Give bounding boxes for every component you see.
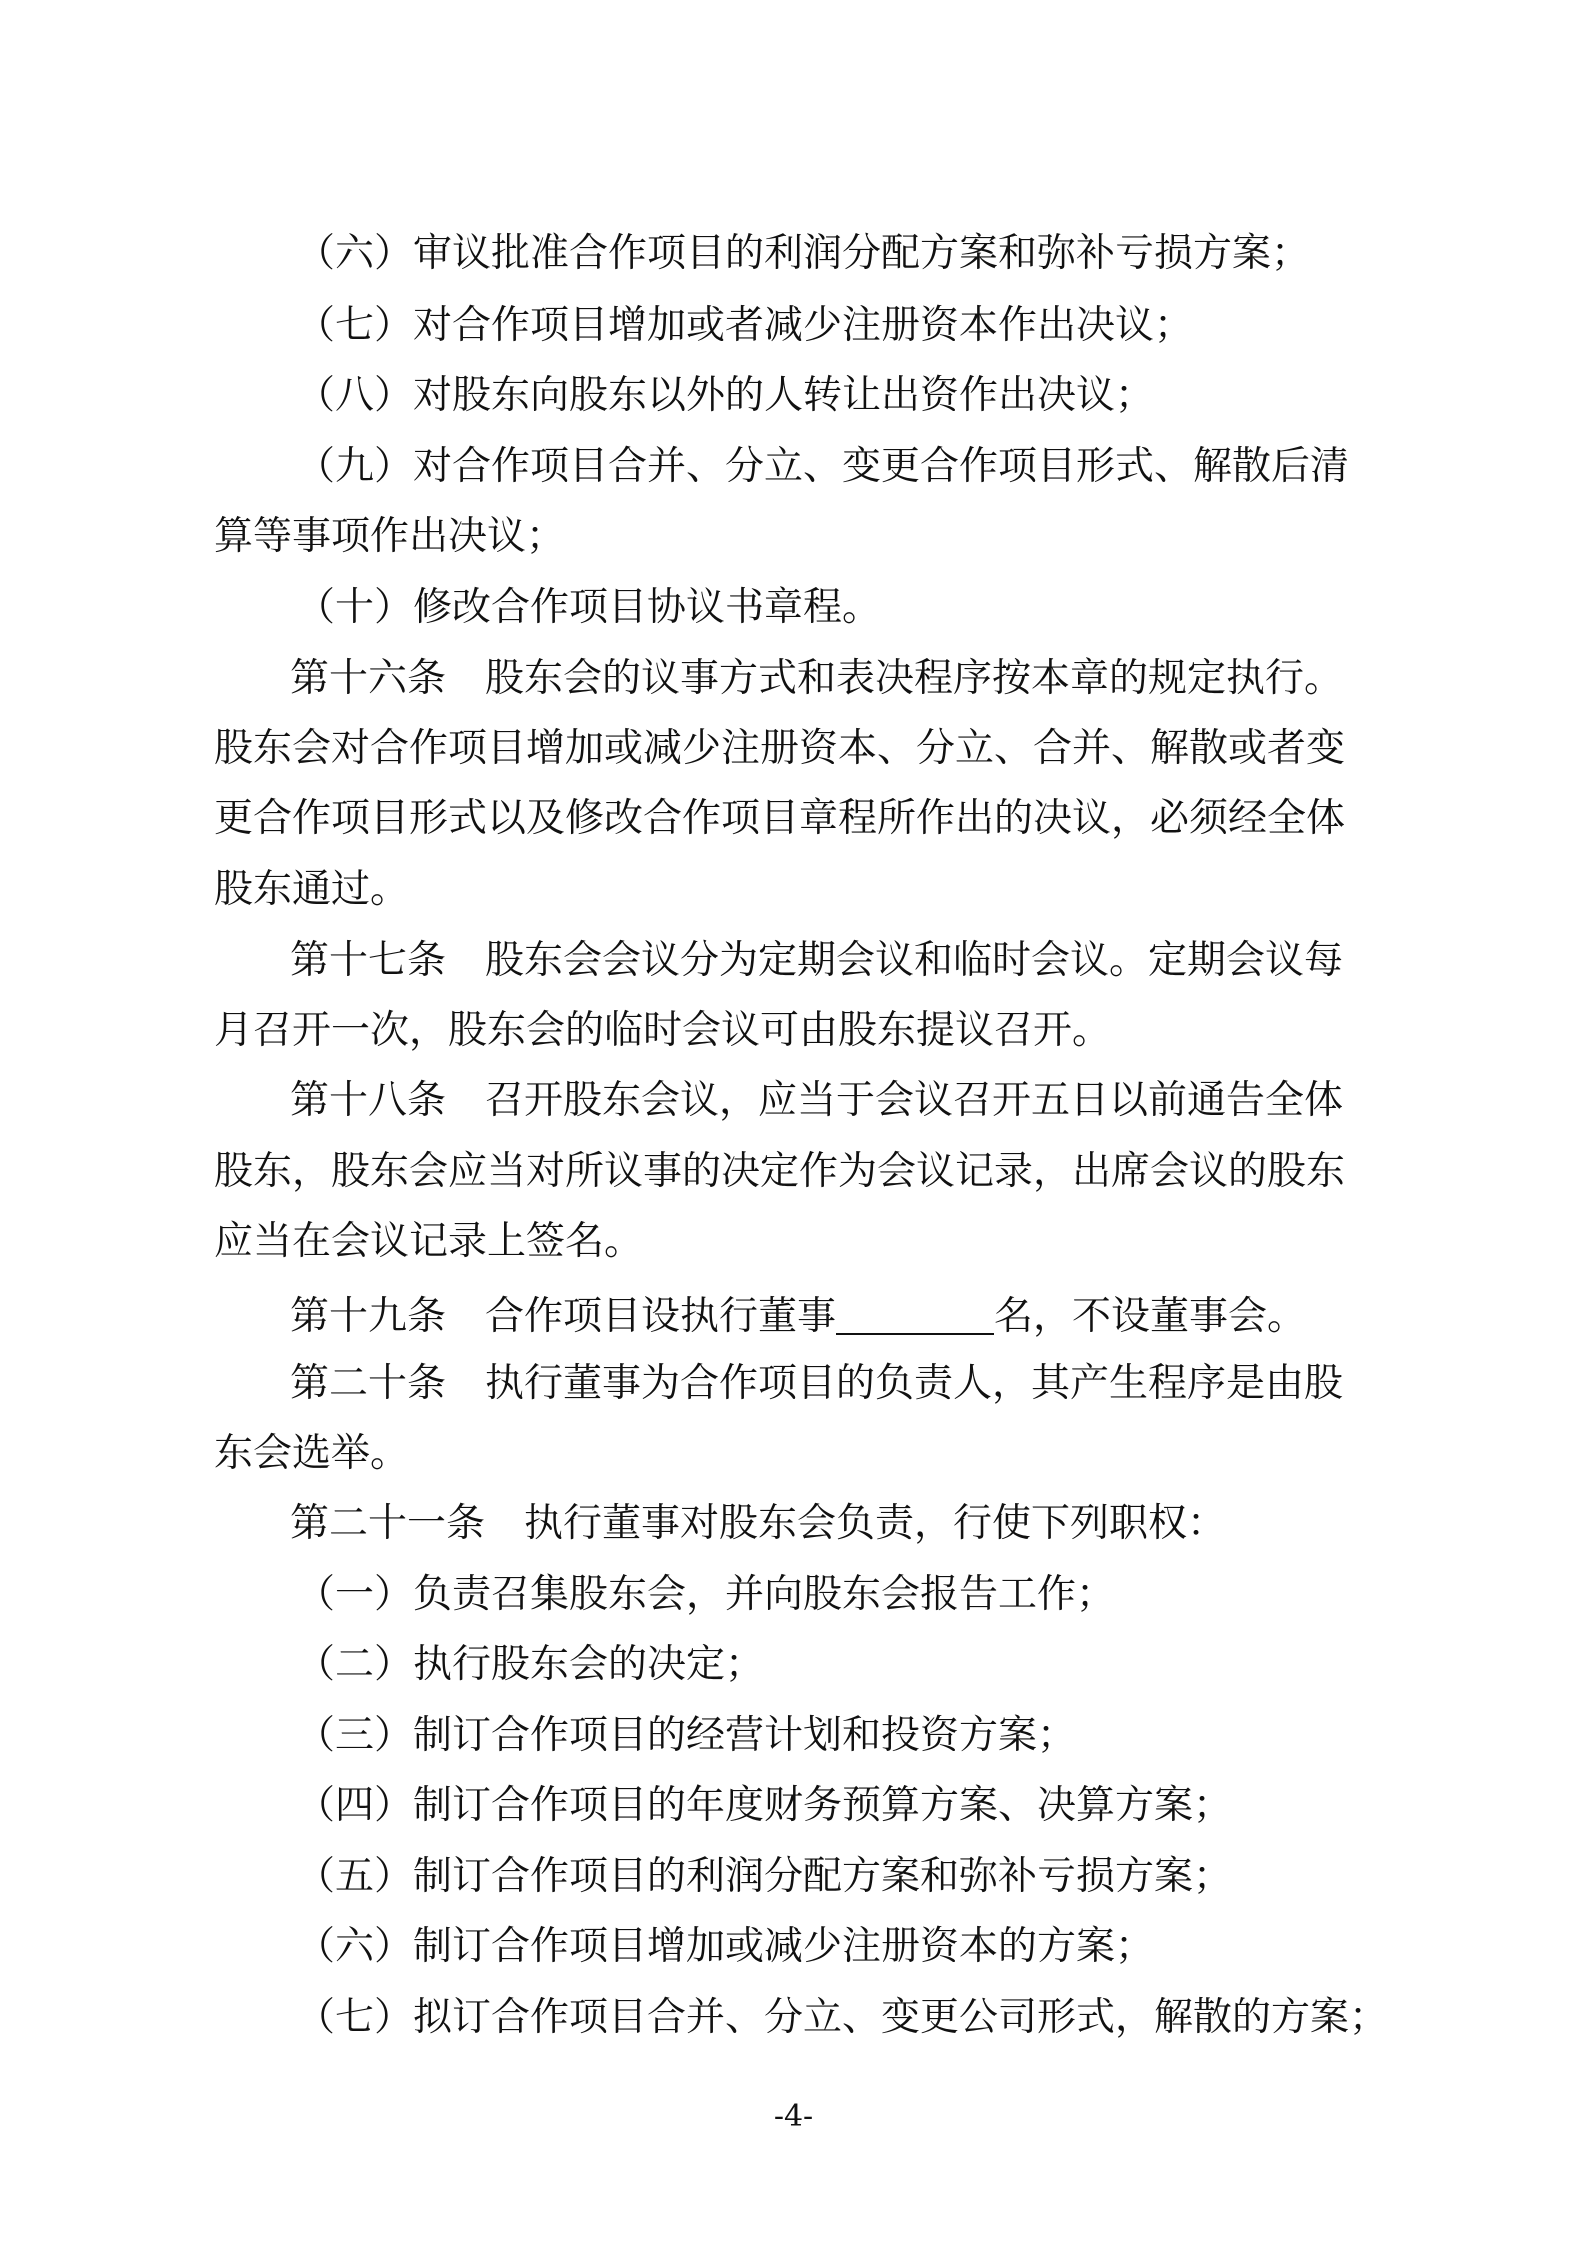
paragraph-line: （一）负责召集股东会，并向股东会报告工作；: [296, 1572, 1116, 1617]
page-number: -4-: [773, 2099, 814, 2134]
paragraph-line: 股东，股东会应当对所议事的决定作为会议记录，出席会议的股东: [214, 1149, 1346, 1194]
paragraph-line: （八）对股东向股东以外的人转让出资作出决议；: [296, 373, 1155, 418]
paragraph-line: （七）拟订合作项目合并、分立、变更公司形式，解散的方案；: [296, 1995, 1389, 2040]
paragraph-line: 更合作项目形式以及修改合作项目章程所作出的决议，必须经全体: [214, 796, 1346, 841]
paragraph-line: 股东通过。: [214, 867, 410, 912]
paragraph-text: 第十九条 合作项目设执行董事: [290, 1294, 837, 1339]
paragraph-line: （六）制订合作项目增加或减少注册资本的方案；: [296, 1924, 1155, 1969]
article-heading-line: 第二十条 执行董事为合作项目的负责人，其产生程序是由股: [290, 1361, 1344, 1406]
paragraph-line: 股东会对合作项目增加或减少注册资本、分立、合并、解散或者变: [214, 726, 1346, 771]
paragraph-line: 月召开一次，股东会的临时会议可由股东提议召开。: [214, 1008, 1112, 1053]
paragraph-line: （五）制订合作项目的利润分配方案和弥补亏损方案；: [296, 1854, 1233, 1899]
paragraph-line: （九）对合作项目合并、分立、变更合作项目形式、解散后清: [296, 444, 1350, 489]
article-heading-line: 第二十一条 执行董事对股东会负责，行使下列职权：: [290, 1501, 1227, 1546]
article-heading-line: 第十七条 股东会会议分为定期会议和临时会议。定期会议每: [290, 938, 1344, 983]
paragraph-line: 应当在会议记录上签名。: [214, 1219, 644, 1264]
paragraph-line: 东会选举。: [214, 1431, 410, 1476]
article-heading-line: 第十六条 股东会的议事方式和表决程序按本章的规定执行。: [290, 656, 1344, 701]
paragraph-line: 算等事项作出决议；: [214, 514, 566, 559]
article-heading-line: 第十八条 召开股东会议，应当于会议召开五日以前通告全体: [290, 1078, 1344, 1123]
paragraph-line: （七）对合作项目增加或者减少注册资本作出决议；: [296, 303, 1194, 348]
paragraph-line: （三）制订合作项目的经营计划和投资方案；: [296, 1713, 1077, 1758]
fill-in-blank: [836, 1289, 994, 1335]
article-heading-line: [290, 1289, 1306, 1337]
paragraph-line: （四）制订合作项目的年度财务预算方案、决算方案；: [296, 1783, 1233, 1828]
paragraph-line: （十）修改合作项目协议书章程。: [296, 585, 882, 630]
paragraph-line: （六）审议批准合作项目的利润分配方案和弥补亏损方案；: [296, 231, 1311, 276]
paragraph-line: （二）执行股东会的决定；: [296, 1642, 765, 1687]
paragraph-text: 名，不设董事会。: [994, 1294, 1307, 1339]
